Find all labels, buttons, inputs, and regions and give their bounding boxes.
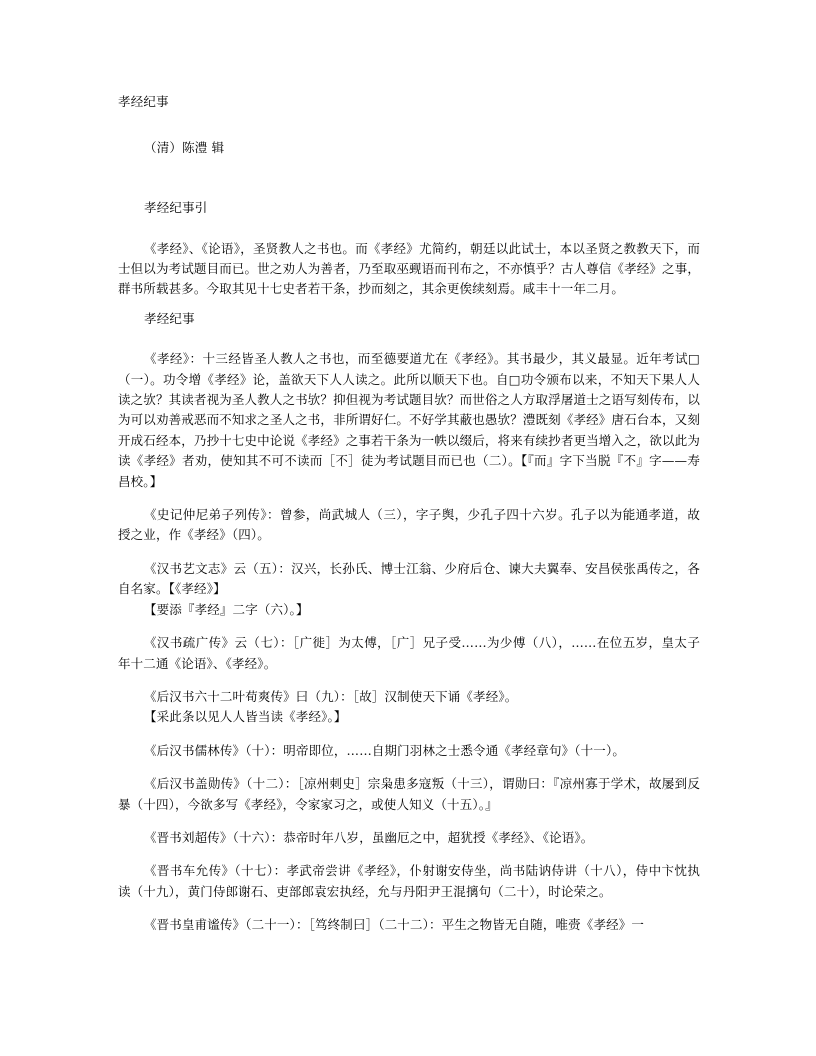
preface-paragraph: 《孝经》、《论语》，圣贤教人之书也。而《孝经》尤简约，朝廷以此试士，本以圣贤之教教天下，而士但以为考试题目而已。世之劝人为善者，乃至取巫觋语而刊布之，不亦慎乎？古人尊信《孝经》之事，群书所载甚多。今取其见十七史者若干条，抄而刻之，其余更俟续刻焉。咸丰十一年二月。 xyxy=(118,240,700,297)
entry-houhanshu-rulin: 《后汉书儒林传》（十）：明帝即位，……自期门羽林之士悉令通《孝经章句》（十一）。 xyxy=(144,742,626,758)
entry-hanshu-yiwenzhi: 《汉书艺文志》云（五）：汉兴，长孙氏、博士江翁、少府后仓、谏大夫翼奉、安昌侯张禹传之，各自名家。【《孝经》】 xyxy=(118,560,700,597)
preface-heading: 孝经纪事引 xyxy=(144,200,208,215)
entry-jinshu-cheyun: 《晋书车允传》（十七）：孝武帝尝讲《孝经》，仆射谢安侍坐，尚书陆讷侍讲（十八），侍中卞忱执读（十九），黄门侍郎谢石、吏部郎袁宏执经，允与丹阳尹王混摛句（二十），时论荣之。 xyxy=(118,863,700,899)
entry-jinshu-huangfumi: 《晋书皇甫谧传》（二十一）：［笃终制曰］（二十二）：平生之物皆无自随，唯赍《孝经》一 xyxy=(144,917,645,933)
entry-jinshu-liuchao: 《晋书刘超传》（十六）：恭帝时年八岁，虽幽厄之中，超犹授《孝经》、《论语》。 xyxy=(144,829,594,845)
document-title: 孝经纪事 xyxy=(118,94,169,109)
main-heading: 孝经纪事 xyxy=(144,310,195,326)
entry-houhanshu-xunshuang: 《后汉书六十二叶荀爽传》曰（九）：［故］汉制使天下诵《孝经》。 xyxy=(144,688,518,704)
entry-hanshu-yiwenzhi-note: 【要添『孝经』二字（六）。】 xyxy=(144,601,309,617)
entry-hanshu-shuguang: 《汉书疏广传》云（七）：［广徙］为太傅，［广］兄子受……为少傅（八），……在位五岁，皇太子年十二通《论语》、《孝经》。 xyxy=(118,635,700,671)
entry-houhanshu-gaixun: 《后汉书盖勋传》（十二）：［凉州刺史］宗枭患多寇叛（十三），谓勋曰：『凉州寡于学术，故屡到反暴（十四），今欲多写《孝经》，令家家习之，或使人知义（十五）。』 xyxy=(118,776,700,812)
document-byline: （清）陈澧 辑 xyxy=(144,139,225,155)
entry-houhanshu-xunshuang-note: 【采此条以见人人皆当读《孝经》。】 xyxy=(144,709,347,725)
document-body xyxy=(118,96,700,936)
entry-xiaojing-overview: 《孝经》：十三经皆圣人教人之书也，而至德要道尤在《孝经》。其书最少，其义最显。近年考试□（一）。功令增《孝经》论，盖欲天下人人读之。此所以顺天下也。自□功令颁布以来，不知天下果人人读之欤？其读者视为圣人教人之书欤？抑但视为考试题目欤？而世俗之人方取浮屠道士之语写刻传布，以为可以劝善戒恶而不知求之圣人之书，非所谓好仁。不好学其蔽也愚欤？澧既刻《孝经》唐石台本，又刻开成石经本，乃抄十七史中论说《孝经》之事若干条为一帙以缀后，将来有续抄者更当增入之，欲以此为读《孝经》者劝，使知其不可不读而［不］徒为考试题目而已也（二）。【『而』字下当脱『不』字——寿昌校。】 xyxy=(118,351,700,489)
entry-shiji-zhongni: 《史记仲尼弟子列传》：曾参，尚武城人（三），字子舆，少孔子四十六岁。孔子以为能通孝道，故授之业，作《孝经》（四）。 xyxy=(118,507,700,543)
